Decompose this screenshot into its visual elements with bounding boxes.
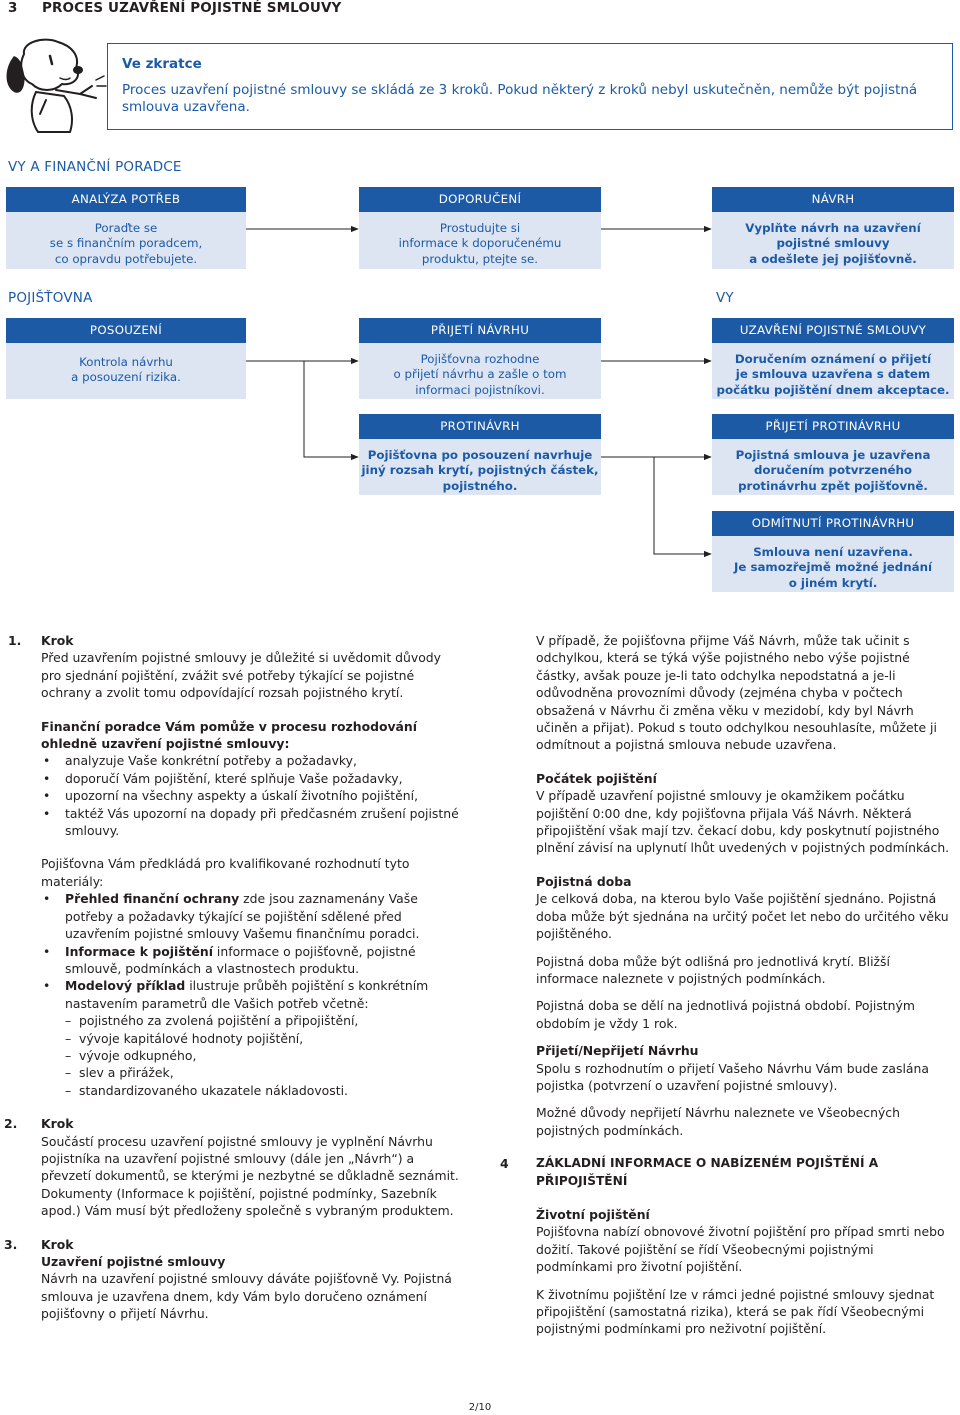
flow-box-line: Pojišťovna rozhodne xyxy=(420,352,540,366)
life-text: K životnímu pojištění lze v rámci jedné pojistné smlouvy sjednat připojištění (samostatná rizika), která se pak řídí Všeobecnými pojistnými podmínkami pro neživotní pojištění. xyxy=(536,1286,935,1337)
role-label-client-advisor: VY A FINANČNÍ PORADCE xyxy=(8,159,182,175)
list-item xyxy=(41,977,460,1099)
material-name: Přehled finanční ochrany xyxy=(65,891,240,907)
flow-box-line: Kontrola návrhu xyxy=(79,355,173,369)
section-4-heading xyxy=(500,1155,954,1190)
step-2 xyxy=(4,1115,460,1219)
list-item: • taktéž Vás upozorní na dopady při předčasném zrušení pojistné smlouvy. xyxy=(41,805,460,840)
step-3-text: Návrh na uzavření pojistné smlouvy dáváte pojišťovně Vy. Pojistná smlouva je uzavřena dnem, kdy Vám bylo doručeno oznámení pojišťovny o přijetí Návrhu. xyxy=(41,1271,452,1322)
list-item: • analyzuje Vaše konkrétní potřeby a požadavky, xyxy=(41,752,460,769)
flow-box-acceptance xyxy=(359,318,601,399)
flow-box-line: Je samozřejmě možné jednání xyxy=(733,560,933,575)
material-text: informace o pojišťovně, pojistné smlouvě, podmínkách a vlastnostech produktu. xyxy=(65,943,416,976)
step-title: Krok xyxy=(41,1236,74,1252)
flow-box-line: co opravdu potřebujete. xyxy=(54,251,198,266)
material-name: Informace k pojištění xyxy=(65,943,213,959)
step-1 xyxy=(4,632,460,1099)
arrow-assessment-to-counter xyxy=(246,361,358,457)
step-number: 3. xyxy=(4,1236,18,1252)
flow-box-line: informace k doporučenému xyxy=(398,236,562,251)
flow-box-assessment xyxy=(6,318,246,399)
material-name: Modelový příklad xyxy=(65,978,186,994)
flow-box-title: PŘIJETÍ PROTINÁVRHU xyxy=(712,414,954,439)
period-heading: Pojistná doba xyxy=(536,873,632,889)
flow-box-line: pojistné smlouvy xyxy=(776,236,890,251)
list-item: • doporučí Vám pojištění, které splňuje Vaše požadavky, xyxy=(41,770,460,787)
period-text: Pojistná doba může být odlišná pro jednotlivá krytí. Bližší informace naleznete v pojistných podmínkách. xyxy=(536,953,890,986)
flow-box-line: Doručením oznámení o přijetí xyxy=(734,352,932,366)
flow-box-line: Pojišťovna po posouzení navrhuje xyxy=(367,448,593,462)
list-item: – pojistného za zvolená pojištění a připojištění, xyxy=(65,1012,460,1029)
section-title: PROCES UZAVŘENÍ POJISTNÉ SMLOUVY xyxy=(42,0,342,16)
life-text: Pojišťovna nabízí obnovové životní pojištění pro případ smrti nebo dožití. Takové pojištění se řídí Všeobecnými pojistnými podmínkami pro životní pojištění. xyxy=(536,1224,945,1275)
role-label-client: VY xyxy=(716,290,734,306)
advisor-list xyxy=(41,752,460,839)
arrow-counter-to-reject xyxy=(601,457,711,554)
flow-box-line: informaci pojistníkovi. xyxy=(415,382,545,397)
material-text: zde jsou zaznamenány Vaše potřeby a požadavky týkající se pojištění sdělené před uzavřením pojistné smlouvy Vašemu finančnímu poradci. xyxy=(65,891,420,942)
flow-box-line: a odešlete jej pojišťovně. xyxy=(749,251,917,266)
flow-box-title: UZAVŘENÍ POJISTNÉ SMLOUVY xyxy=(712,318,954,343)
flow-box-line: o jiném krytí. xyxy=(788,575,878,590)
flow-box-counter-reject xyxy=(712,511,954,592)
summary-heading: Ve zkratce xyxy=(122,56,202,72)
material-text: ilustruje průběh pojištění s konkrétním nastavením parametrů dle Vašich potřeb včetně: xyxy=(65,978,429,1011)
flow-box-line: Prostudujte si xyxy=(439,221,521,235)
role-label-insurer: POJIŠŤOVNA xyxy=(8,290,93,306)
period-text: Pojistná doba se dělí na jednotlivá pojistná období. Pojistným obdobím je vždy 1 rok. xyxy=(536,998,915,1031)
flow-box-title: NÁVRH xyxy=(712,187,954,212)
flow-box-line: Vyplňte návrh na uzavření xyxy=(745,221,921,235)
flow-box-title: ODMÍTNUTÍ PROTINÁVRHU xyxy=(712,511,954,536)
summary-text: Proces uzavření pojistné smlouvy se skládá ze 3 kroků. Pokud některý z kroků nebyl uskutečněn, nemůže být pojistná smlouva uzavřena. xyxy=(122,81,918,115)
flow-box-line: produktu, ptejte se. xyxy=(421,251,539,266)
advisor-heading: Finanční poradce Vám pomůže v procesu rozhodování ohledně uzavření pojistné smlouvy: xyxy=(41,718,417,752)
list-item: – vývoje odkupného, xyxy=(65,1047,460,1064)
acceptance-heading: Přijetí/Nepřijetí Návrhu xyxy=(536,1043,699,1059)
list-item: – vývoje kapitálové hodnoty pojištění, xyxy=(65,1030,460,1047)
flow-box-line: počátku pojištění dnem akceptace. xyxy=(716,382,950,397)
flow-box-line: pojistného. xyxy=(442,478,518,493)
flow-box-line: jiný rozsah krytí, pojistných částek, xyxy=(361,463,599,478)
flow-box-line: a posouzení rizika. xyxy=(71,370,181,385)
flow-box-recommendation xyxy=(359,187,601,269)
step-1-intro: Před uzavřením pojistné smlouvy je důležité si uvědomit důvody pro sjednání pojištění, zvážit své potřeby týkající se pojistné ochrany a zvolit tomu odpovídající rozsah pojistného krytí. xyxy=(41,650,441,701)
acceptance-text: Možné důvody nepřijetí Návrhu naleznete ve Všeobecných pojistných podmínkách. xyxy=(536,1105,900,1138)
flow-box-line: se s finančním poradcem, xyxy=(49,236,203,251)
flow-box-counter-accept xyxy=(712,414,954,495)
life-heading: Životní pojištění xyxy=(536,1206,650,1222)
flow-box-line: Smlouva není uzavřena. xyxy=(753,545,913,559)
section-number: 4 xyxy=(500,1156,509,1172)
list-item xyxy=(41,890,460,942)
flow-box-title: POSOUZENÍ xyxy=(6,318,246,343)
materials-list xyxy=(41,890,460,1099)
deviation-text: V případě, že pojišťovna přijme Váš Návrh, může tak učinit s odchylkou, která se týká výše pojistného nebo výše pojistné částky, avšak pouze je-li tato odchylka nepodstatná a je-li odůvodněna provozními důvody (zejména chyba v počtech obsažená v Návrhu či změna věku v mezidobí, kdy byl Návrh učiněn a přijat). Pokud s touto odchylkou nesouhlasíte, můžete ji odmítnout a pojistná smlouva nebude uzavřena. xyxy=(536,633,937,753)
model-list xyxy=(65,1012,460,1099)
flow-box-analysis xyxy=(6,187,246,269)
period-text: Je celková doba, na kterou bylo Vaše pojištění sjednáno. Pojistná doba může být sjednána na určitý počet let nebo do určitého věku pojištěného. xyxy=(536,891,949,942)
flow-box-title: DOPORUČENÍ xyxy=(359,187,601,212)
list-item xyxy=(41,943,460,978)
list-item: – slev a přirážek, xyxy=(65,1064,460,1081)
start-text: V případě uzavření pojistné smlouvy je okamžikem počátku pojištění 0:00 dne, kdy pojišťovna přijala Váš Návrh. Některá připojištění však mají tzv. čekací dobu, kdy poskytnutí pojistného plnění závisí na uplynutí lhůt uvedených v pojistných podmínkách. xyxy=(536,788,950,856)
step-3 xyxy=(4,1236,460,1323)
flow-box-line: doručením potvrzeného xyxy=(753,463,913,478)
step-number: 2. xyxy=(4,1116,18,1132)
step-subtitle: Uzavření pojistné smlouvy xyxy=(41,1254,226,1269)
section-title: ZÁKLADNÍ INFORMACE O NABÍZENÉM POJIŠTĚNÍ A PŘIPOJIŠTĚNÍ xyxy=(536,1156,879,1188)
section-number: 3 xyxy=(8,0,18,16)
flow-box-proposal xyxy=(712,187,954,269)
flow-box-line: Pojistná smlouva je uzavřena xyxy=(735,448,931,462)
step-title: Krok xyxy=(41,633,74,648)
flow-box-title: PROTINÁVRH xyxy=(359,414,601,439)
flow-box-line: je smlouva uzavřena s datem xyxy=(735,367,931,382)
flow-box-conclusion xyxy=(712,318,954,399)
left-column xyxy=(4,632,460,1323)
list-item: • upozorní na všechny aspekty a úskalí životního pojištění, xyxy=(41,787,460,804)
start-heading: Počátek pojištění xyxy=(536,770,657,786)
list-item: – standardizovaného ukazatele nákladovosti. xyxy=(65,1082,460,1099)
flow-box-title: PŘIJETÍ NÁVRHU xyxy=(359,318,601,343)
flow-box-line: protinávrhu zpět pojišťovně. xyxy=(738,478,928,493)
flow-box-counter xyxy=(359,414,601,495)
flow-box-line: Poraďte se xyxy=(94,221,158,235)
step-title: Krok xyxy=(41,1116,74,1132)
materials-intro: Pojišťovna Vám předkládá pro kvalifikované rozhodnutí tyto materiály: xyxy=(41,856,410,889)
page-number: 2/10 xyxy=(468,1402,492,1413)
flow-arrows xyxy=(0,0,960,600)
acceptance-text: Spolu s rozhodnutím o přijetí Vašeho Návrhu Vám bude zaslána pojistka (potvrzení o uzavření pojistné smlouvy). xyxy=(536,1060,929,1093)
flow-box-line: o přijetí návrhu a zašle o tom xyxy=(393,367,567,382)
flow-box-title: ANALÝZA POTŘEB xyxy=(6,187,246,212)
step-number: 1. xyxy=(8,633,22,648)
step-2-text: Součástí procesu uzavření pojistné smlouvy je vyplnění Návrhu pojistníka na uzavření pojistné smlouvy (dále jen „Návrh“) a převzetí dokumentů, se kterými je nezbytné se důkladně seznámit. Dokumenty (Informace k pojištění, pojistné podmínky, Sazebník apod.) Vám musí být předloženy společně s vybraným produktem. xyxy=(41,1133,459,1219)
right-column xyxy=(500,632,954,1338)
